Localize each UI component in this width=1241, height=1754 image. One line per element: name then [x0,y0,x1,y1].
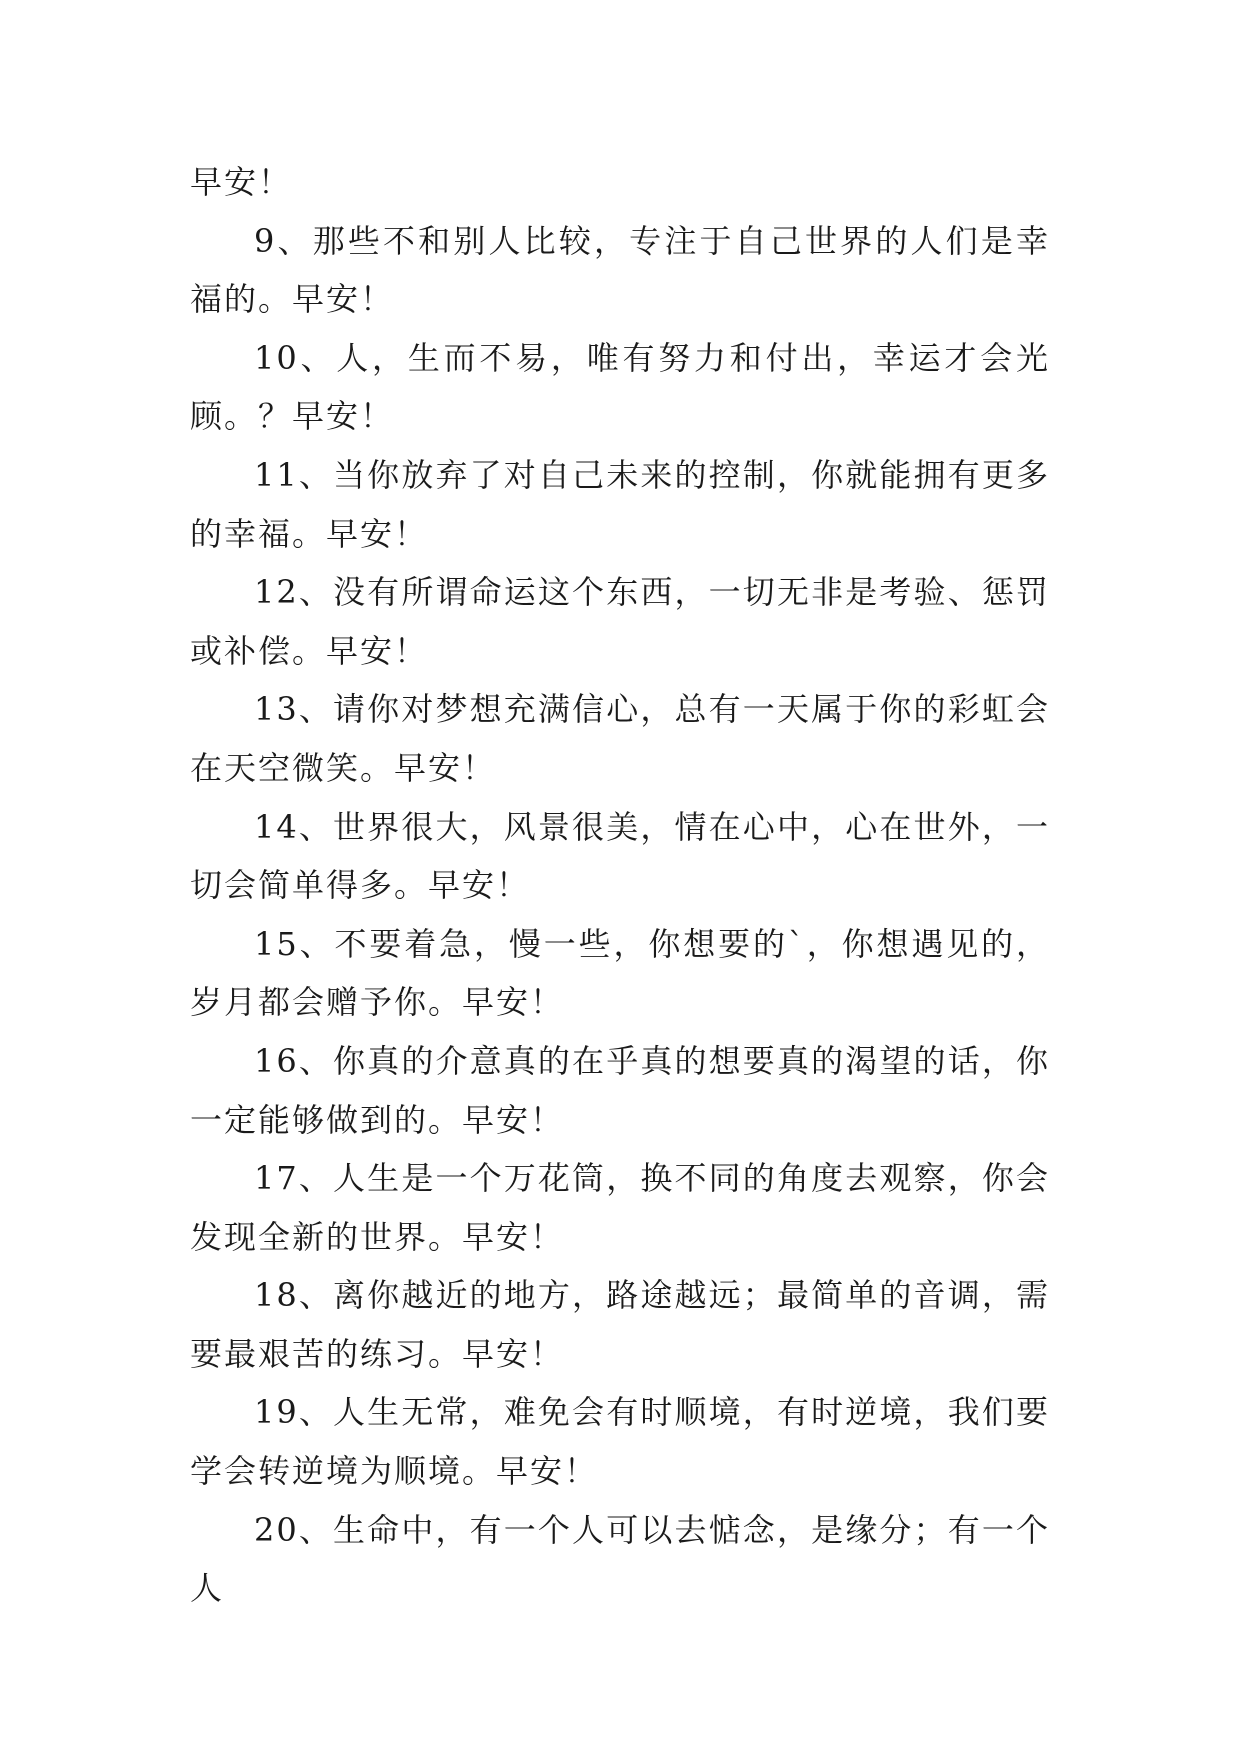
lead-line: 早安！ [190,163,293,201]
list-item: 16、你真的介意真的在乎真的想要真的渴望的话，你一定能够做到的。早安！ [190,1041,1050,1139]
list-item: 20、生命中，有一个人可以去惦念，是缘分；有一个人 [190,1510,1050,1608]
list-item: 9、那些不和别人比较，专注于自己世界的人们是幸福的。早安！ [190,221,1050,319]
list-item: 12、没有所谓命运这个东西，一切无非是考验、惩罚或补偿。早安！ [190,573,1050,670]
list-item: 14、世界很大，风景很美，情在心中，心在世外，一切会简单得多。早安！ [190,807,1050,905]
list-item: 17、人生是一个万花筒，换不同的角度去观察，你会发现全新的世界。早安！ [190,1159,1050,1256]
list-item: 10、人，生而不易，唯有努力和付出，幸运才会光顾。？早安！ [190,338,1050,436]
list-item: 15、不要着急，慢一些，你想要的`，你想遇见的，岁月都会赠予你。早安！ [190,924,1050,1022]
document-body [190,153,1050,1618]
list-item: 11、当你放弃了对自己未来的控制，你就能拥有更多的幸福。早安！ [190,455,1050,553]
list-item: 19、人生无常，难免会有时顺境，有时逆境，我们要学会转逆境为顺境。早安！ [190,1393,1050,1491]
list-item: 18、离你越近的地方，路途越远；最简单的音调，需要最艰苦的练习。早安！ [190,1276,1050,1373]
list-item: 13、请你对梦想充满信心，总有一天属于你的彩虹会在天空微笑。早安！ [190,690,1050,787]
